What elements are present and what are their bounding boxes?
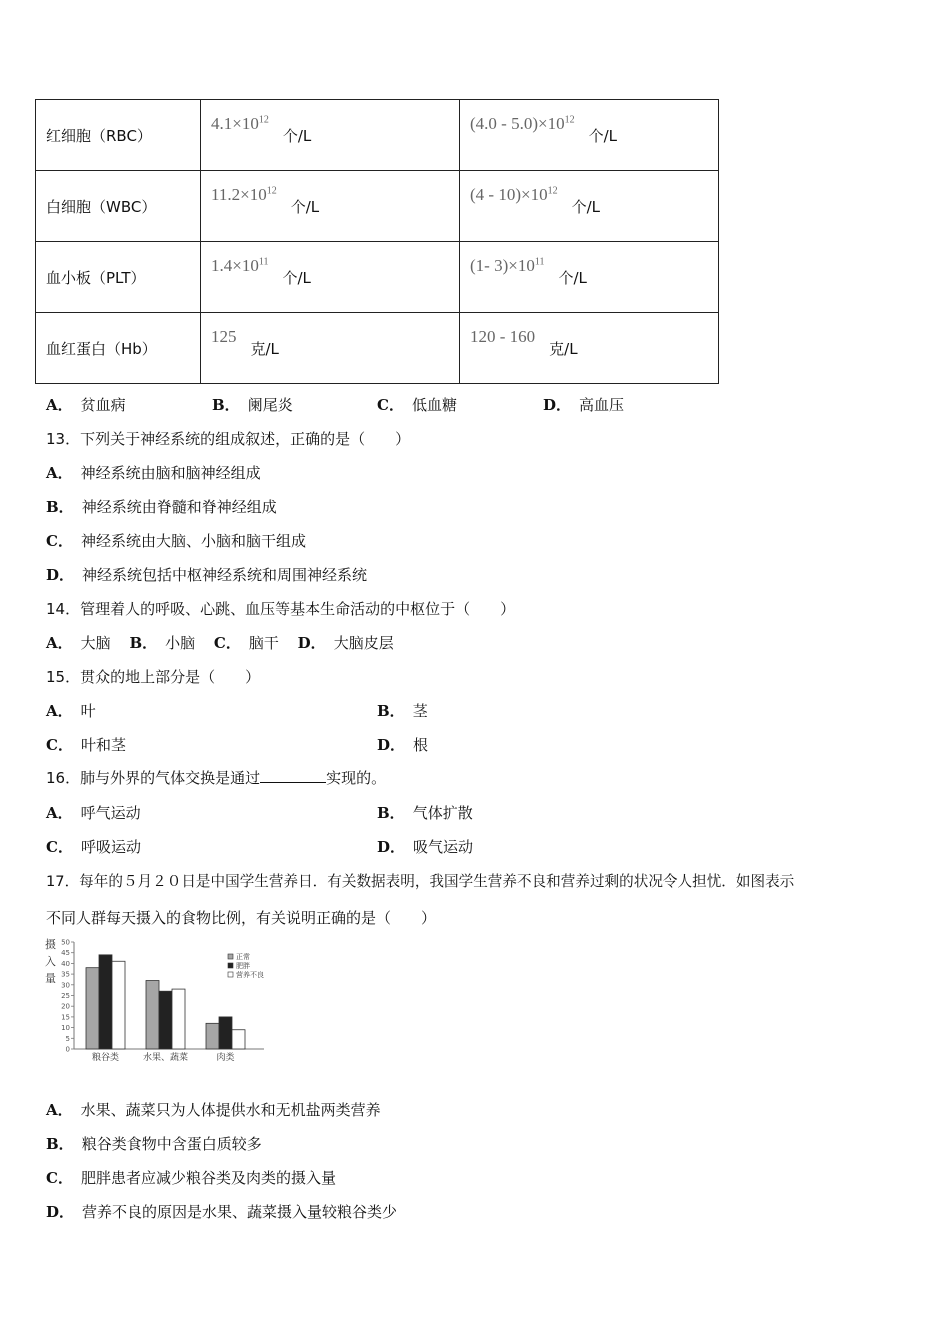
answer-blank[interactable]	[260, 768, 326, 783]
measure-value	[211, 185, 277, 204]
q12-option-a[interactable]: A． 贫血病	[46, 396, 126, 414]
q13-option-c[interactable]: C． 神经系统由大脑、小脑和脑干组成	[46, 532, 306, 550]
q16-option-d[interactable]: D． 吸气运动	[377, 838, 474, 856]
y-tick-label: 0	[65, 1045, 70, 1054]
bar	[146, 981, 159, 1049]
q16-option-a[interactable]: A． 呼气运动	[46, 804, 141, 822]
q16-stem: 16．肺与外界的气体交换是通过 实现的。	[46, 769, 387, 787]
blood-test-table	[35, 99, 719, 384]
y-tick-label: 30	[61, 981, 70, 990]
q17-option-b[interactable]: B． 粮谷类食物中含蛋白质较多	[46, 1135, 262, 1153]
unit-label: 个/L	[558, 268, 587, 287]
q15-option-a[interactable]: A． 叶	[46, 702, 96, 720]
reference-range-cell	[460, 242, 719, 313]
value-base: 11.2×10	[211, 184, 267, 204]
q16-option-b[interactable]: B． 气体扩散	[377, 804, 473, 822]
reference-range-cell	[460, 313, 719, 384]
value-base: (4.0 - 5.0)×10	[470, 113, 565, 133]
legend-swatch	[228, 954, 233, 959]
item-name-cell	[36, 171, 201, 242]
y-tick-label: 5	[65, 1034, 70, 1043]
value-exponent: 12	[564, 113, 575, 125]
y-tick-label: 40	[61, 959, 70, 968]
y-axis-label: 量	[45, 972, 56, 985]
value-exponent: 12	[547, 184, 558, 196]
value-base: (1- 3)×10	[470, 255, 535, 275]
q15-stem: 15．贯众的地上部分是（ ）	[46, 668, 261, 686]
bar	[206, 1023, 219, 1049]
reference-range-cell	[460, 171, 719, 242]
y-tick-label: 45	[61, 949, 70, 958]
item-name-cell	[36, 242, 201, 313]
item-name: 白细胞（WBC）	[46, 197, 157, 216]
item-name: 血红蛋白（Hb）	[46, 339, 157, 358]
legend-entry: 肥胖	[236, 962, 250, 970]
q17-stem-line2: 不同人群每天摄入的食物比例，有关说明正确的是（ ）	[46, 909, 437, 927]
bar	[232, 1030, 245, 1049]
bar	[99, 955, 112, 1049]
q13-stem: 13．下列关于神经系统的组成叙述，正确的是（ ）	[46, 430, 411, 448]
q15-option-d[interactable]: D． 根	[377, 736, 429, 754]
q13-option-d[interactable]: D． 神经系统包括中枢神经系统和周围神经系统	[46, 566, 368, 584]
table-row	[36, 242, 719, 313]
measured-value-cell	[201, 242, 460, 313]
q14-stem: 14．管理着人的呼吸、心跳、血压等基本生命活动的中枢位于（ ）	[46, 600, 516, 618]
value-base: 4.1×10	[211, 113, 259, 133]
q16-option-c[interactable]: C． 呼吸运动	[46, 838, 141, 856]
bar	[172, 989, 185, 1049]
bar	[159, 991, 172, 1049]
measure-value	[470, 114, 575, 133]
unit-label: 个/L	[588, 126, 617, 145]
y-tick-label: 50	[61, 938, 70, 947]
value-base: (4 - 10)×10	[470, 184, 548, 204]
bar	[219, 1017, 232, 1049]
y-tick-label: 10	[61, 1024, 70, 1033]
value-base: 1.4×10	[211, 255, 259, 275]
q13-option-a[interactable]: A． 神经系统由脑和脑神经组成	[46, 464, 261, 482]
y-tick-label: 25	[61, 992, 70, 1000]
measure-value	[470, 327, 535, 346]
q17-option-d[interactable]: D． 营养不良的原因是水果、蔬菜摄入量较粮谷类少	[46, 1203, 398, 1221]
legend-entry: 正常	[236, 953, 250, 961]
unit-label: 个/L	[290, 197, 320, 216]
value-exponent: 12	[258, 113, 269, 125]
table-row	[36, 171, 719, 242]
value-base: 120 - 160	[470, 326, 536, 346]
value-exponent: 11	[534, 255, 545, 267]
measured-value-cell	[201, 100, 460, 171]
unit-label: 个/L	[282, 268, 311, 287]
q12-option-b[interactable]: B． 阑尾炎	[212, 396, 293, 414]
q12-option-c[interactable]: C． 低血糖	[377, 396, 457, 414]
q14-option-d[interactable]: D． 大脑皮层	[297, 634, 394, 652]
q13-option-b[interactable]: B． 神经系统由脊髓和脊神经组成	[46, 498, 277, 516]
food-intake-bar-chart	[40, 934, 280, 1066]
x-tick-label: 粮谷类	[91, 1053, 120, 1063]
q15-option-c[interactable]: C． 叶和茎	[46, 736, 126, 754]
item-name: 血小板（PLT）	[46, 268, 146, 287]
q12-option-d[interactable]: D． 高血压	[543, 396, 625, 414]
bar	[86, 968, 99, 1049]
y-axis-label: 入	[45, 955, 56, 968]
y-tick-label: 20	[61, 1002, 70, 1011]
measure-value	[211, 256, 268, 275]
measure-value	[211, 114, 269, 133]
legend-entry: 营养不良	[236, 971, 264, 979]
q14-option-c[interactable]: C． 脑干	[213, 634, 279, 652]
item-name-cell	[36, 313, 201, 384]
unit-label: 克/L	[250, 339, 279, 358]
q17-option-c[interactable]: C． 肥胖患者应减少粮谷类及肉类的摄入量	[46, 1169, 336, 1187]
measure-value	[470, 256, 544, 275]
table-row	[36, 100, 719, 171]
legend-swatch	[228, 972, 233, 977]
q14-option-b[interactable]: B． 小脑	[129, 634, 196, 652]
measured-value-cell	[201, 171, 460, 242]
measure-value	[470, 185, 558, 204]
unit-label: 个/L	[571, 197, 600, 216]
measured-value-cell	[201, 313, 460, 384]
y-axis-label: 摄	[45, 938, 56, 951]
x-tick-label: 水果、蔬菜	[142, 1053, 189, 1063]
q14-option-a[interactable]: A． 大脑	[46, 634, 111, 652]
measure-value	[211, 327, 237, 346]
y-tick-label: 35	[61, 970, 70, 979]
value-exponent: 11	[258, 255, 269, 267]
legend-swatch	[228, 963, 233, 968]
reference-range-cell	[460, 100, 719, 171]
q15-option-b[interactable]: B． 茎	[377, 702, 428, 720]
item-name-cell	[36, 100, 201, 171]
q17-stem-line1: 17．每年的５月２０日是中国学生营养日．有关数据表明，我国学生营养不良和营养过剩的状况令人担忧．如图表示	[46, 873, 795, 890]
x-tick-label: 肉类	[216, 1053, 235, 1063]
item-name: 红细胞（RBC）	[46, 126, 152, 145]
unit-label: 个/L	[282, 126, 312, 145]
q17-option-a[interactable]: A． 水果、蔬菜只为人体提供水和无机盐两类营养	[46, 1101, 381, 1119]
unit-label: 克/L	[549, 339, 578, 358]
table-row	[36, 313, 719, 384]
bar	[112, 961, 125, 1049]
y-tick-label: 15	[61, 1013, 70, 1022]
value-exponent: 12	[266, 184, 277, 196]
value-base: 125	[211, 326, 237, 346]
q14-options	[46, 632, 394, 653]
